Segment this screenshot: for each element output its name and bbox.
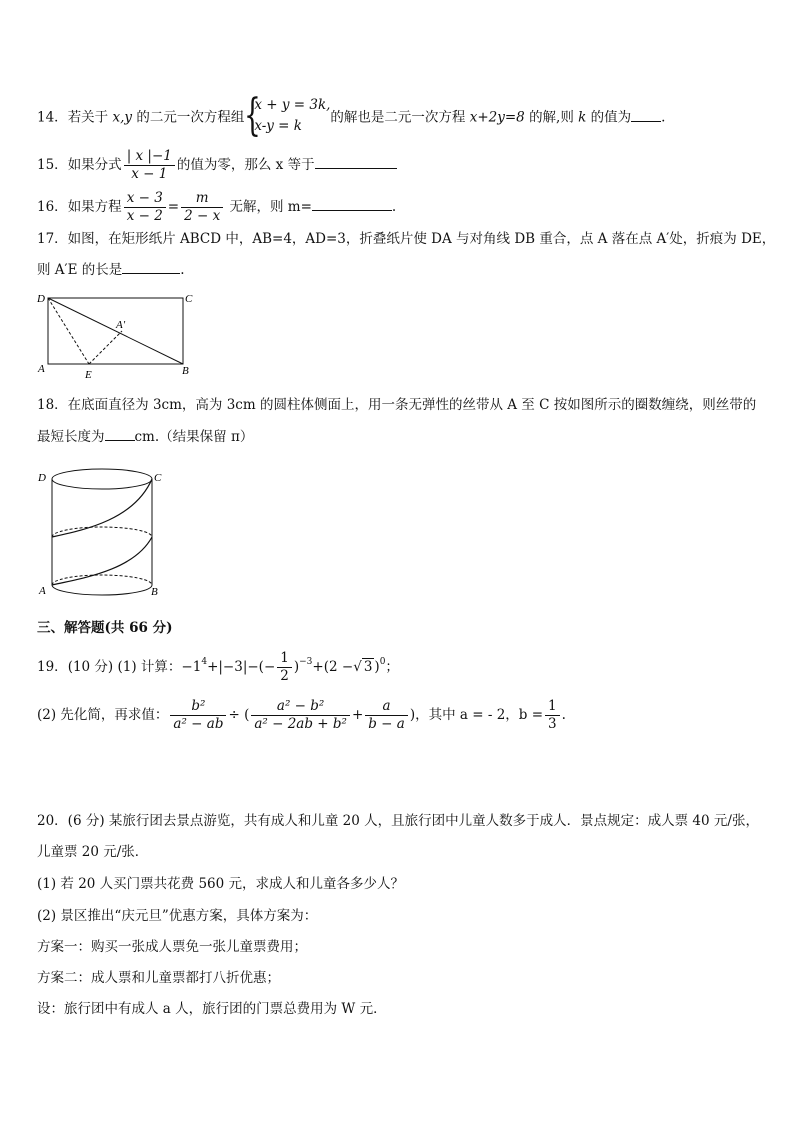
q18-answer-blank[interactable]	[105, 426, 135, 441]
q19-f2-num: a² − b²	[251, 698, 350, 716]
q19-half-den: 2	[280, 668, 289, 684]
q19-expr-a: −1	[181, 659, 202, 675]
q19-div: ÷ (	[228, 707, 250, 723]
q16-equals: =	[167, 199, 180, 215]
q14-equation-system	[244, 90, 331, 141]
q18-cylinder-figure	[34, 460, 174, 608]
q19-part2-label: (2) 先化简，再求值：	[37, 707, 169, 723]
q19-expr-c: +(2 −	[312, 659, 354, 675]
cyl-label-C: C	[154, 472, 162, 484]
q16-number: 16．	[37, 199, 68, 215]
q20-plan-1: 方案一：购买一张成人票免一张儿童票费用；	[37, 939, 307, 955]
q14-end: .	[661, 109, 666, 126]
q19-expr-b: +|−3|−(−	[207, 659, 276, 675]
q19-given: ，其中 a = - 2，b =	[415, 707, 544, 723]
q17-line-2	[37, 259, 185, 280]
q17-rectangle-figure	[34, 290, 204, 382]
q19-b-fraction	[545, 698, 560, 733]
q15-answer-blank[interactable]	[315, 154, 397, 169]
q17-answer-blank[interactable]	[122, 259, 180, 274]
q19-half-num: 1	[277, 650, 292, 668]
q16-rhs-num: m	[181, 190, 223, 208]
q19-b-num: 1	[545, 698, 560, 716]
cyl-label-B: B	[151, 586, 158, 598]
q16-end: .	[391, 199, 397, 215]
q14-eq3: x+2y=8	[469, 109, 525, 126]
q17-text-a: 则 A′E 的长是	[37, 262, 123, 278]
q16-rhs-den: 2 − x	[184, 208, 221, 224]
q19-f1	[170, 698, 226, 733]
q19-part-1: 19．(10 分) (1) 计算：$-1^4+|-3|-(-$ $\frac{1}{2}$ )$^{-3}$+(2 −√ 3 )$^0$；	[37, 650, 399, 684]
q15-denominator: x − 1	[131, 166, 168, 182]
q19-plus: +	[351, 707, 364, 723]
q19-exp-0: 0	[379, 657, 386, 667]
q14-answer-blank[interactable]	[631, 107, 661, 122]
q19-f1-den: a² − ab	[173, 716, 224, 732]
question-15	[37, 148, 397, 183]
question-14	[37, 90, 666, 141]
label-A: A	[38, 363, 45, 375]
label-D: D	[37, 293, 45, 305]
q19-close: )	[409, 707, 416, 723]
brace-symbol: {	[244, 90, 262, 141]
q14-text-e: 的值为	[590, 109, 632, 126]
q17-line-1: 17．如图，在矩形纸片 ABCD 中，AB=4，AD=3，折叠纸片使 DA 与对角线 DB 重合，点 A 落在点 A′处，折痕为 DE，	[37, 231, 776, 247]
q19-score: (10 分)	[67, 659, 114, 675]
q19-f3	[365, 698, 408, 733]
q16-lhs-fraction	[124, 190, 166, 225]
q20-part-2: (2) 景区推出“庆元旦”优惠方案，具体方案为：	[37, 908, 318, 924]
q14-eq1: x + y = 3k,	[254, 97, 331, 113]
label-B: B	[182, 365, 189, 377]
diagonal-db	[48, 298, 183, 364]
q20-line-2: 儿童票 20 元/张．	[37, 844, 149, 860]
label-A-prime: A′	[116, 319, 126, 331]
cylinder-bottom-back	[52, 575, 152, 585]
q16-lhs-num: x − 3	[124, 190, 166, 208]
q19-given-end: .	[561, 707, 566, 723]
q16-rhs-fraction	[181, 190, 223, 225]
q20-setup: 设：旅行团中有成人 a 人，旅行团的门票总费用为 W 元．	[37, 1001, 387, 1017]
q17-end: .	[180, 262, 185, 278]
middle-ellipse-back	[52, 527, 152, 537]
q19-part1-end: ；	[385, 659, 399, 675]
q16-text-a: 如果方程	[67, 199, 122, 215]
q15-numerator: | x |−1	[124, 148, 175, 166]
q20-plan-2: 方案二：成人票和儿童票都打八折优惠；	[37, 970, 280, 986]
q15-fraction	[124, 148, 175, 183]
q19-part1-label: (1) 计算：	[117, 659, 182, 675]
q14-eq2: x-y = k	[254, 118, 302, 134]
q18-text-b: cm.（结果保留 π）	[134, 429, 254, 445]
q19-exp-4: 4	[201, 657, 208, 667]
q18-text-a: 最短长度为	[37, 429, 105, 445]
q19-b-den: 3	[548, 716, 557, 732]
q18-line-2	[37, 426, 253, 447]
q14-vars: x,y	[112, 109, 133, 126]
label-E: E	[85, 369, 92, 381]
q14-text-d: 的解,则	[529, 109, 574, 126]
q19-f2-den: a² − 2ab + b²	[254, 716, 347, 732]
q15-text-a: 如果分式	[67, 157, 122, 173]
q20-part-1: (1) 若 20 人买门票共花费 560 元，求成人和儿童各多少人？	[37, 876, 405, 892]
q19-sqrt3: 3	[363, 659, 373, 675]
q18-line-1: 18．在底面直径为 3cm，高为 3cm 的圆柱体侧面上，用一条无弹性的丝带从 A 至 C 按如图所示的圈数缠绕，则丝带的	[37, 397, 757, 413]
q19-f3-num: a	[365, 698, 408, 716]
cyl-label-A: A	[39, 585, 46, 597]
section-3-title: 三、解答题(共 66 分)	[37, 620, 173, 636]
q19-part-2	[37, 698, 566, 733]
cyl-label-D: D	[38, 472, 46, 484]
q20-line-1: 20．(6 分) 某旅行团去景点游览，共有成人和儿童 20 人，且旅行团中儿童人数多于成人．景点规定：成人票 40 元/张，	[37, 813, 759, 829]
q16-answer-blank[interactable]	[312, 196, 392, 211]
q19-half-fraction	[277, 650, 292, 685]
ribbon-upper	[52, 479, 152, 537]
question-16	[37, 190, 396, 225]
q19-number: 19．	[37, 659, 68, 675]
q14-number: 14．	[37, 109, 68, 126]
cylinder-top	[52, 469, 152, 489]
q16-text-b: 无解，则 m=	[229, 199, 312, 215]
q14-text-c: 的解也是二元一次方程	[330, 109, 466, 126]
q15-number: 15．	[37, 157, 68, 173]
q19-exp-neg3: −3	[299, 657, 313, 667]
cylinder-bottom-front	[52, 585, 152, 595]
q14-k: k	[578, 109, 587, 126]
q19-f1-num: b²	[170, 698, 226, 716]
q19-f2	[251, 698, 350, 733]
q15-text-b: 的值为零，那么 x 等于	[176, 157, 315, 173]
q14-text-b: 的二元一次方程组	[136, 109, 245, 126]
q14-text-a: 若关于	[67, 109, 109, 126]
label-C: C	[185, 293, 193, 305]
q19-f3-den: b − a	[368, 716, 405, 732]
q16-lhs-den: x − 2	[126, 208, 163, 224]
segment-a-prime-e	[89, 331, 122, 364]
